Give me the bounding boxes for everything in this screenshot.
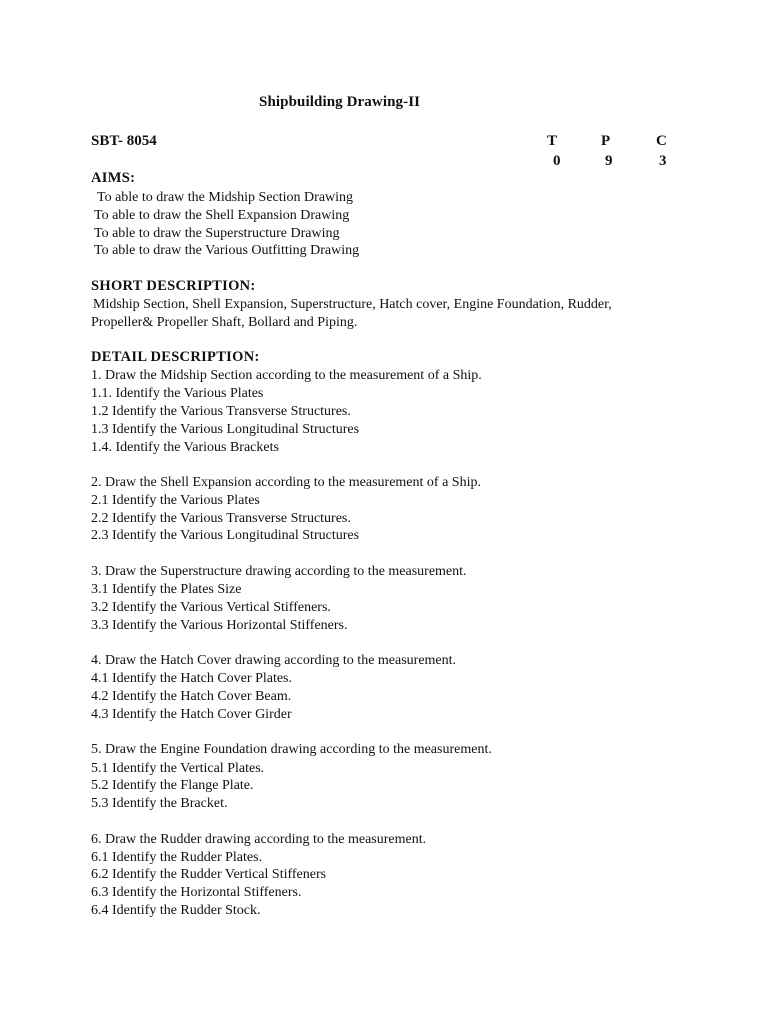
- detail-line: 1.3 Identify the Various Longitudinal Structures: [91, 422, 360, 437]
- short-description-line: Propeller& Propeller Shaft, Bollard and Piping.: [91, 315, 358, 330]
- aim-item: To able to draw the Shell Expansion Drawing: [94, 208, 350, 223]
- tpc-value-c: 3: [659, 153, 667, 169]
- short-description-heading: SHORT DESCRIPTION:: [91, 278, 256, 294]
- detail-line: 3.1 Identify the Plates Size: [91, 582, 242, 597]
- aim-item: To able to draw the Superstructure Drawing: [94, 226, 340, 241]
- detail-description-heading: DETAIL DESCRIPTION:: [91, 349, 260, 365]
- tpc-header-p: P: [601, 133, 611, 149]
- detail-line: 2.1 Identify the Various Plates: [91, 493, 260, 508]
- detail-line: 5.2 Identify the Flange Plate.: [91, 778, 254, 793]
- tpc-value-p: 9: [605, 153, 613, 169]
- course-code: SBT- 8054: [91, 133, 157, 149]
- detail-line: 5.3 Identify the Bracket.: [91, 796, 228, 811]
- detail-line: 6.2 Identify the Rudder Vertical Stiffeners: [91, 867, 327, 882]
- detail-line: 2.2 Identify the Various Transverse Structures.: [91, 511, 351, 526]
- aim-item: To able to draw the Midship Section Drawing: [97, 190, 354, 205]
- detail-line: 6.1 Identify the Rudder Plates.: [91, 850, 263, 865]
- tpc-value-t: 0: [553, 153, 561, 169]
- document-title: Shipbuilding Drawing-II: [259, 94, 421, 110]
- short-description-line: Midship Section, Shell Expansion, Superstructure, Hatch cover, Engine Foundation, Rudder,: [93, 297, 612, 312]
- detail-line: 1. Draw the Midship Section according to the measurement of a Ship.: [91, 368, 482, 383]
- detail-line: 3.3 Identify the Various Horizontal Stiffeners.: [91, 618, 348, 633]
- detail-line: 1.2 Identify the Various Transverse Structures.: [91, 404, 351, 419]
- detail-line: 3. Draw the Superstructure drawing according to the measurement.: [91, 564, 467, 579]
- detail-line: 1.1. Identify the Various Plates: [91, 386, 264, 401]
- aims-heading: AIMS:: [91, 170, 136, 186]
- detail-line: 3.2 Identify the Various Vertical Stiffeners.: [91, 600, 331, 615]
- detail-line: 1.4. Identify the Various Brackets: [91, 440, 279, 455]
- detail-line: 2.3 Identify the Various Longitudinal Structures: [91, 528, 360, 543]
- detail-line: 6.4 Identify the Rudder Stock.: [91, 903, 261, 918]
- detail-line: 6. Draw the Rudder drawing according to the measurement.: [91, 832, 427, 847]
- tpc-header-c: C: [656, 133, 667, 149]
- detail-line: 5.1 Identify the Vertical Plates.: [91, 761, 265, 776]
- aim-item: To able to draw the Various Outfitting Drawing: [94, 243, 360, 258]
- detail-line: 5. Draw the Engine Foundation drawing according to the measurement.: [91, 742, 492, 757]
- detail-line: 6.3 Identify the Horizontal Stiffeners.: [91, 885, 302, 900]
- detail-line: 4. Draw the Hatch Cover drawing according to the measurement.: [91, 653, 457, 668]
- detail-line: 4.3 Identify the Hatch Cover Girder: [91, 707, 292, 722]
- detail-line: 2. Draw the Shell Expansion according to the measurement of a Ship.: [91, 475, 481, 490]
- detail-line: 4.2 Identify the Hatch Cover Beam.: [91, 689, 292, 704]
- detail-line: 4.1 Identify the Hatch Cover Plates.: [91, 671, 293, 686]
- tpc-header-t: T: [547, 133, 558, 149]
